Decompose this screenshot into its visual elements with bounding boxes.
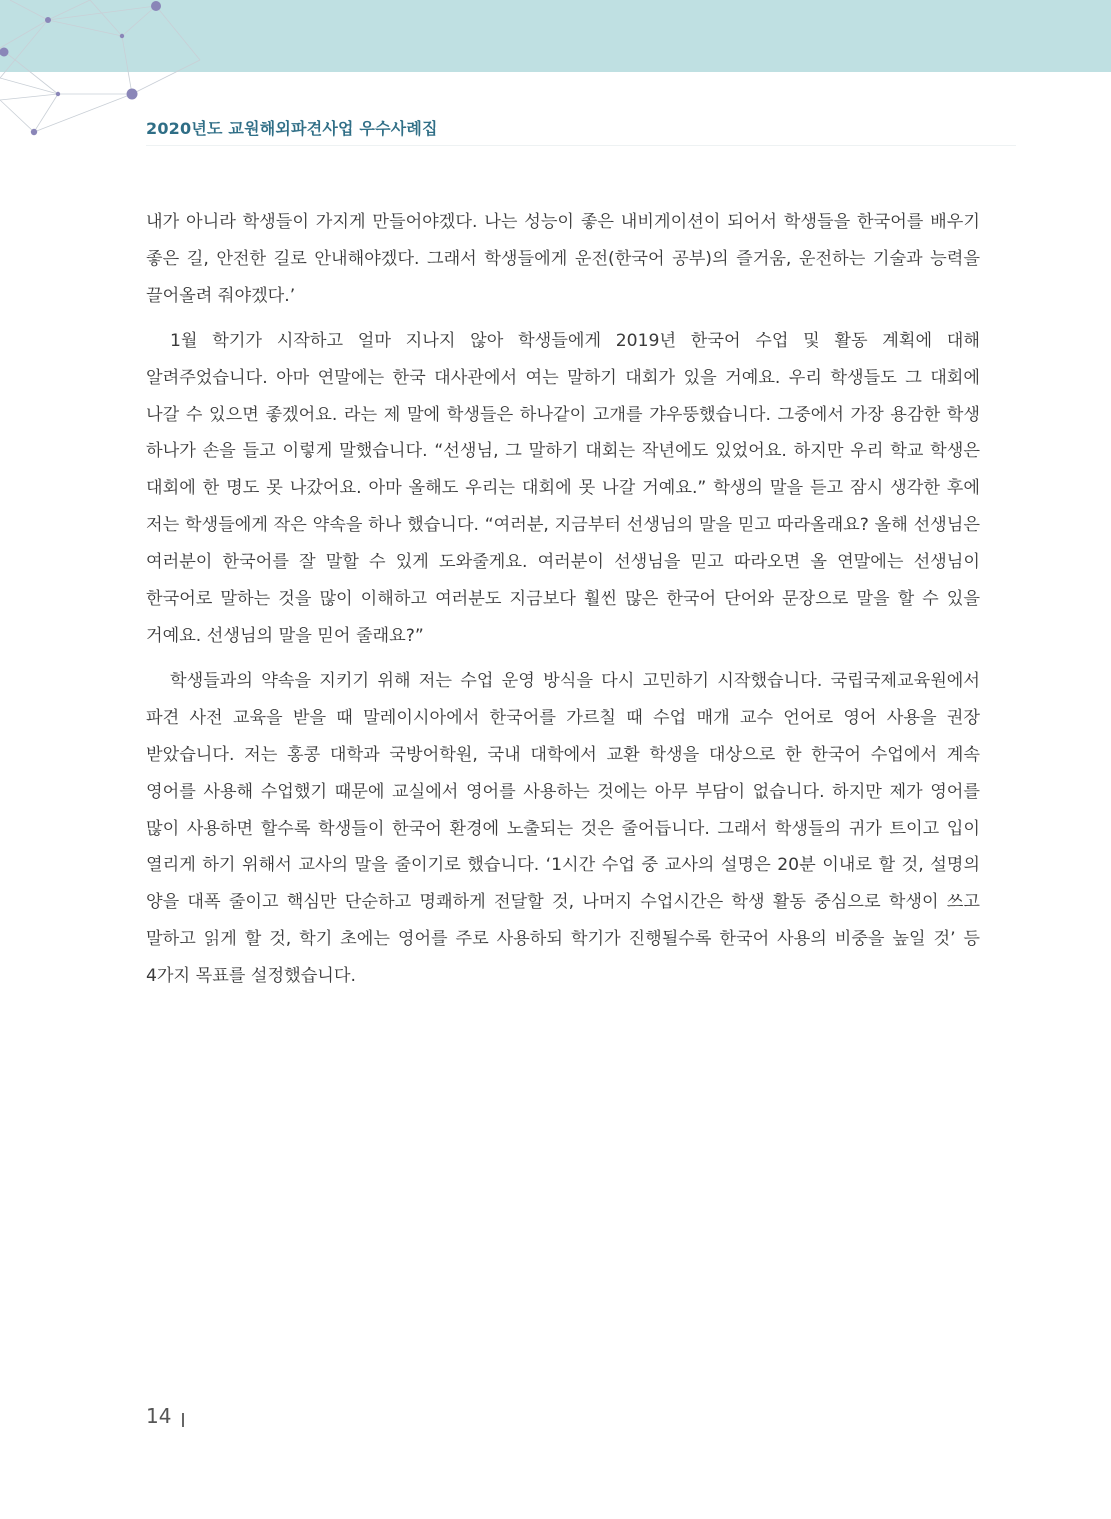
running-header-title: 2020년도 교원해외파견사업 우수사례집 — [146, 119, 438, 138]
header-divider — [146, 145, 1016, 146]
page-number: 14 — [146, 1404, 172, 1428]
page-number-divider — [182, 1413, 184, 1427]
paragraph-3: 학생들과의 약속을 지키기 위해 저는 수업 운영 방식을 다시 고민하기 시작했습니다. 국립국제교육원에서 파견 사전 교육을 받을 때 말레이시아에서 한국어를 가르칠 때 수업 매개 교수 언어로 영어 사용을 권장 받았습니다. 저는 홍콩 대학과 국방어학원, 국내 대학에서 교환 학생을 대상으로 한 한국어 수업에서 계속 영어를 사용해 수업했기 때문에 교실에서 영어를 사용하는 것에는 아무 부담이 없습니다. 하지만 제가 영어를 많이 사용하면 할수록 학생들이 한국어 환경에 노출되는 것은 줄어듭니다. 그래서 학생들의 귀가 트이고 입이 열리게 하기 위해서 교사의 말을 줄이기로 했습니다. ‘1시간 수업 중 교사의 설명은 20분 이내로 할 것, 설명의 양을 대폭 줄이고 핵심만 단순하고 명쾌하게 전달할 것, 나머지 수업시간은 학생 활동 중심으로 학생이 쓰고 말하고 읽게 할 것, 학기 초에는 영어를 주로 사용하되 학기가 진행될수록 한국어 사용의 비중을 높일 것’ 등 4가지 목표를 설정했습니다. — [146, 670, 980, 987]
paragraph-1: 내가 아니라 학생들이 가지게 만들어야겠다. 나는 성능이 좋은 내비게이션이 되어서 학생들을 한국어를 배우기 좋은 길, 안전한 길로 안내해야겠다. 그래서 학생들에게 운전(한국어 공부)의 즐거움, 운전하는 기술과 능력을 끌어올려 줘야겠다.’ — [146, 212, 980, 306]
paragraph-2: 1월 학기가 시작하고 얼마 지나지 않아 학생들에게 2019년 한국어 수업 및 활동 계획에 대해 알려주었습니다. 아마 연말에는 한국 대사관에서 여는 말하기 대회가 있을 거예요. 우리 학생들도 그 대회에 나갈 수 있으면 좋겠어요. 라는 제 말에 학생들은 하나같이 고개를 갸우뚱했습니다. 그중에서 가장 용감한 학생 하나가 손을 들고 이렇게 말했습니다. “선생님, 그 말하기 대회는 작년에도 있었어요. 하지만 우리 학교 학생은 대회에 한 명도 못 나갔어요. 아마 올해도 우리는 대회에 못 나갈 거예요.” 학생의 말을 듣고 잠시 생각한 후에 저는 학생들에게 작은 약속을 하나 했습니다. “여러분, 지금부터 선생님의 말을 믿고 따라올래요? 올해 선생님은 여러분이 한국어를 잘 말할 수 있게 도와줄게요. 여러분이 선생님을 믿고 따라오면 올 연말에는 선생님이 한국어로 말하는 것을 많이 이해하고 여러분도 지금보다 훨씬 많은 한국어 단어와 문장으로 말을 할 수 있을 거예요. 선생님의 말을 믿어 줄래요?” — [146, 330, 980, 646]
body-text — [146, 204, 980, 1003]
